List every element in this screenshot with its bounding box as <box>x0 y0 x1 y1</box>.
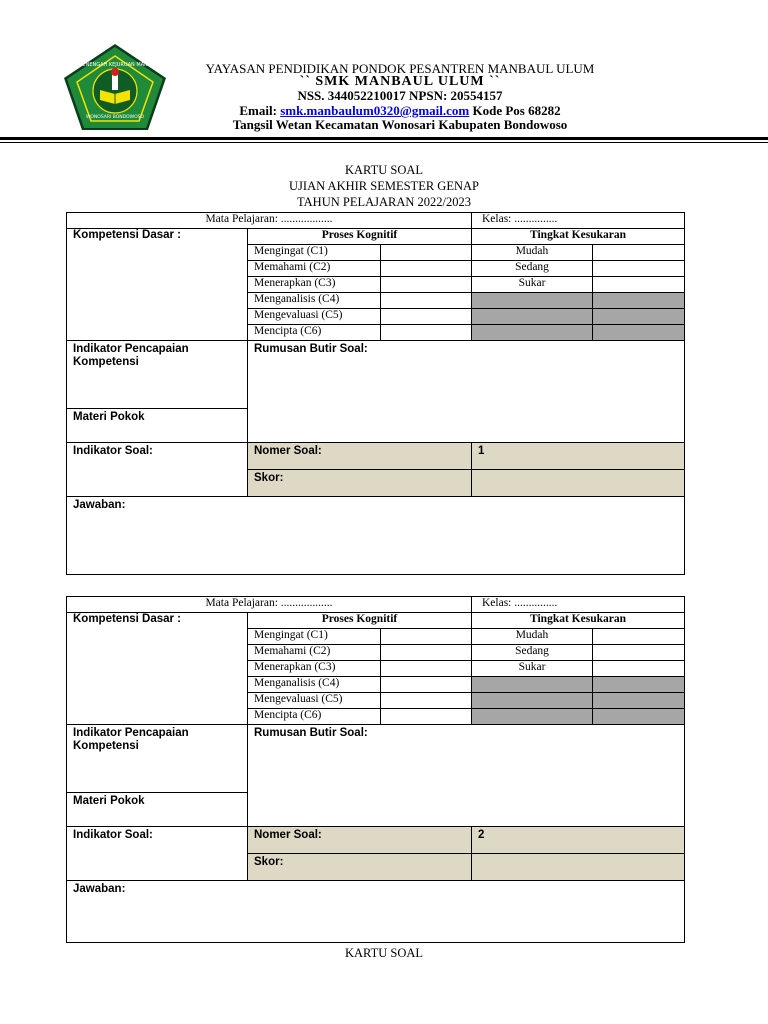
kognitif-c2: Memahami (C2) <box>248 261 381 277</box>
kompetensi-dasar-label: Kompetensi Dasar : <box>67 613 248 725</box>
mata-pelajaran[interactable]: Mata Pelajaran: .................. <box>67 213 472 229</box>
shaded-cell <box>593 677 685 693</box>
kesukaran-mudah: Mudah <box>472 245 593 261</box>
kognitif-c5: Mengevaluasi (C5) <box>248 693 381 709</box>
shaded-cell <box>472 677 593 693</box>
kesukaran-sedang: Sedang <box>472 261 593 277</box>
kognitif-c4-check[interactable] <box>381 677 472 693</box>
kognitif-c4: Menganalisis (C4) <box>248 293 381 309</box>
nomer-soal-value[interactable]: 1 <box>472 443 685 470</box>
kognitif-c6-check[interactable] <box>381 325 472 341</box>
kognitif-c3: Menerapkan (C3) <box>248 661 381 677</box>
kognitif-c2-check[interactable] <box>381 261 472 277</box>
shaded-cell <box>593 709 685 725</box>
materi-pokok[interactable]: Materi Pokok <box>67 409 248 443</box>
nomer-soal-label: Nomer Soal: <box>248 827 472 854</box>
shaded-cell <box>472 709 593 725</box>
shaded-cell <box>472 693 593 709</box>
kesukaran-sukar-check[interactable] <box>593 277 685 293</box>
tingkat-kesukaran-header: Tingkat Kesukaran <box>472 229 685 245</box>
nomer-soal-value[interactable]: 2 <box>472 827 685 854</box>
email-link[interactable]: smk.manbaulum0320@gmail.com <box>280 103 470 118</box>
header-divider-thin <box>0 142 768 143</box>
kesukaran-sukar: Sukar <box>472 661 593 677</box>
kesukaran-mudah-check[interactable] <box>593 629 685 645</box>
kognitif-c2-check[interactable] <box>381 645 472 661</box>
kesukaran-mudah-check[interactable] <box>593 245 685 261</box>
kognitif-c1-check[interactable] <box>381 629 472 645</box>
skor-value[interactable] <box>472 854 685 881</box>
kesukaran-sedang: Sedang <box>472 645 593 661</box>
kognitif-c6: Mencipta (C6) <box>248 709 381 725</box>
shaded-cell <box>593 293 685 309</box>
proses-kognitif-header: Proses Kognitif <box>248 613 472 629</box>
kognitif-c4: Menganalisis (C4) <box>248 677 381 693</box>
materi-pokok[interactable]: Materi Pokok <box>67 793 248 827</box>
jawaban[interactable]: Jawaban: <box>67 497 685 575</box>
kognitif-c5-check[interactable] <box>381 693 472 709</box>
shaded-cell <box>593 693 685 709</box>
rumusan-butir-soal[interactable]: Rumusan Butir Soal: <box>248 725 685 827</box>
indikator-pencapaian[interactable]: Indikator Pencapaian Kompetensi <box>67 341 248 409</box>
kesukaran-sukar: Sukar <box>472 277 593 293</box>
shaded-cell <box>472 325 593 341</box>
org-name: YAYASAN PENDIDIKAN PONDOK PESANTREN MANBAUL ULUM <box>205 61 595 76</box>
kognitif-c2: Memahami (C2) <box>248 645 381 661</box>
shaded-cell <box>593 325 685 341</box>
nomer-soal-label: Nomer Soal: <box>248 443 472 470</box>
indikator-pencapaian[interactable]: Indikator Pencapaian Kompetensi <box>67 725 248 793</box>
jawaban[interactable]: Jawaban: <box>67 881 685 943</box>
contact-line <box>170 103 630 118</box>
mata-pelajaran[interactable]: Mata Pelajaran: .................. <box>67 597 472 613</box>
email-label: Email: <box>239 103 277 118</box>
skor-value[interactable] <box>472 470 685 497</box>
kesukaran-sukar-check[interactable] <box>593 661 685 677</box>
indikator-soal[interactable]: Indikator Soal: <box>67 443 248 497</box>
kompetensi-dasar-label: Kompetensi Dasar : <box>67 229 248 341</box>
address: Tangsil Wetan Kecamatan Wonosari Kabupaten Bondowoso <box>232 117 568 132</box>
kesukaran-mudah: Mudah <box>472 629 593 645</box>
title-tahun: TAHUN PELAJARAN 2022/2023 <box>297 195 471 209</box>
indikator-soal[interactable]: Indikator Soal: <box>67 827 248 881</box>
kognitif-c6-check[interactable] <box>381 709 472 725</box>
kognitif-c4-check[interactable] <box>381 293 472 309</box>
kognitif-c1: Mengingat (C1) <box>248 629 381 645</box>
kesukaran-sedang-check[interactable] <box>593 645 685 661</box>
kesukaran-sedang-check[interactable] <box>593 261 685 277</box>
kognitif-c5: Mengevaluasi (C5) <box>248 309 381 325</box>
title-ujian: UJIAN AKHIR SEMESTER GENAP <box>289 179 479 193</box>
kognitif-c3-check[interactable] <box>381 277 472 293</box>
rumusan-butir-soal[interactable]: Rumusan Butir Soal: <box>248 341 685 443</box>
shaded-cell <box>472 293 593 309</box>
school-logo <box>53 42 177 132</box>
kognitif-c6: Mencipta (C6) <box>248 325 381 341</box>
kelas[interactable]: Kelas: ............... <box>472 213 685 229</box>
postcode: Kode Pos 68282 <box>472 103 561 118</box>
school-name: `` SMK MANBAUL ULUM `` <box>299 74 501 89</box>
shaded-cell <box>472 309 593 325</box>
title-kartu-soal: KARTU SOAL <box>344 163 424 177</box>
proses-kognitif-header: Proses Kognitif <box>248 229 472 245</box>
tingkat-kesukaran-header: Tingkat Kesukaran <box>472 613 685 629</box>
kognitif-c3-check[interactable] <box>381 661 472 677</box>
skor-label: Skor: <box>248 470 472 497</box>
kognitif-c3: Menerapkan (C3) <box>248 277 381 293</box>
kelas[interactable]: Kelas: ............... <box>472 597 685 613</box>
question-card-1 <box>66 212 685 575</box>
question-card-2 <box>66 596 685 943</box>
logo-top-text: SEKOLAH MENENGAH KEJURUAN MANBAUL ULUM <box>53 62 177 68</box>
kognitif-c5-check[interactable] <box>381 309 472 325</box>
skor-label: Skor: <box>248 854 472 881</box>
kognitif-c1: Mengingat (C1) <box>248 245 381 261</box>
header-divider-thick <box>0 137 768 140</box>
logo-bottom-text: WONOSARI BONDOWOSO <box>85 115 145 120</box>
footer-kartu-soal: KARTU SOAL <box>344 946 424 960</box>
kognitif-c1-check[interactable] <box>381 245 472 261</box>
shaded-cell <box>593 309 685 325</box>
school-ids: NSS. 344052210017 NPSN: 20554157 <box>297 88 503 103</box>
